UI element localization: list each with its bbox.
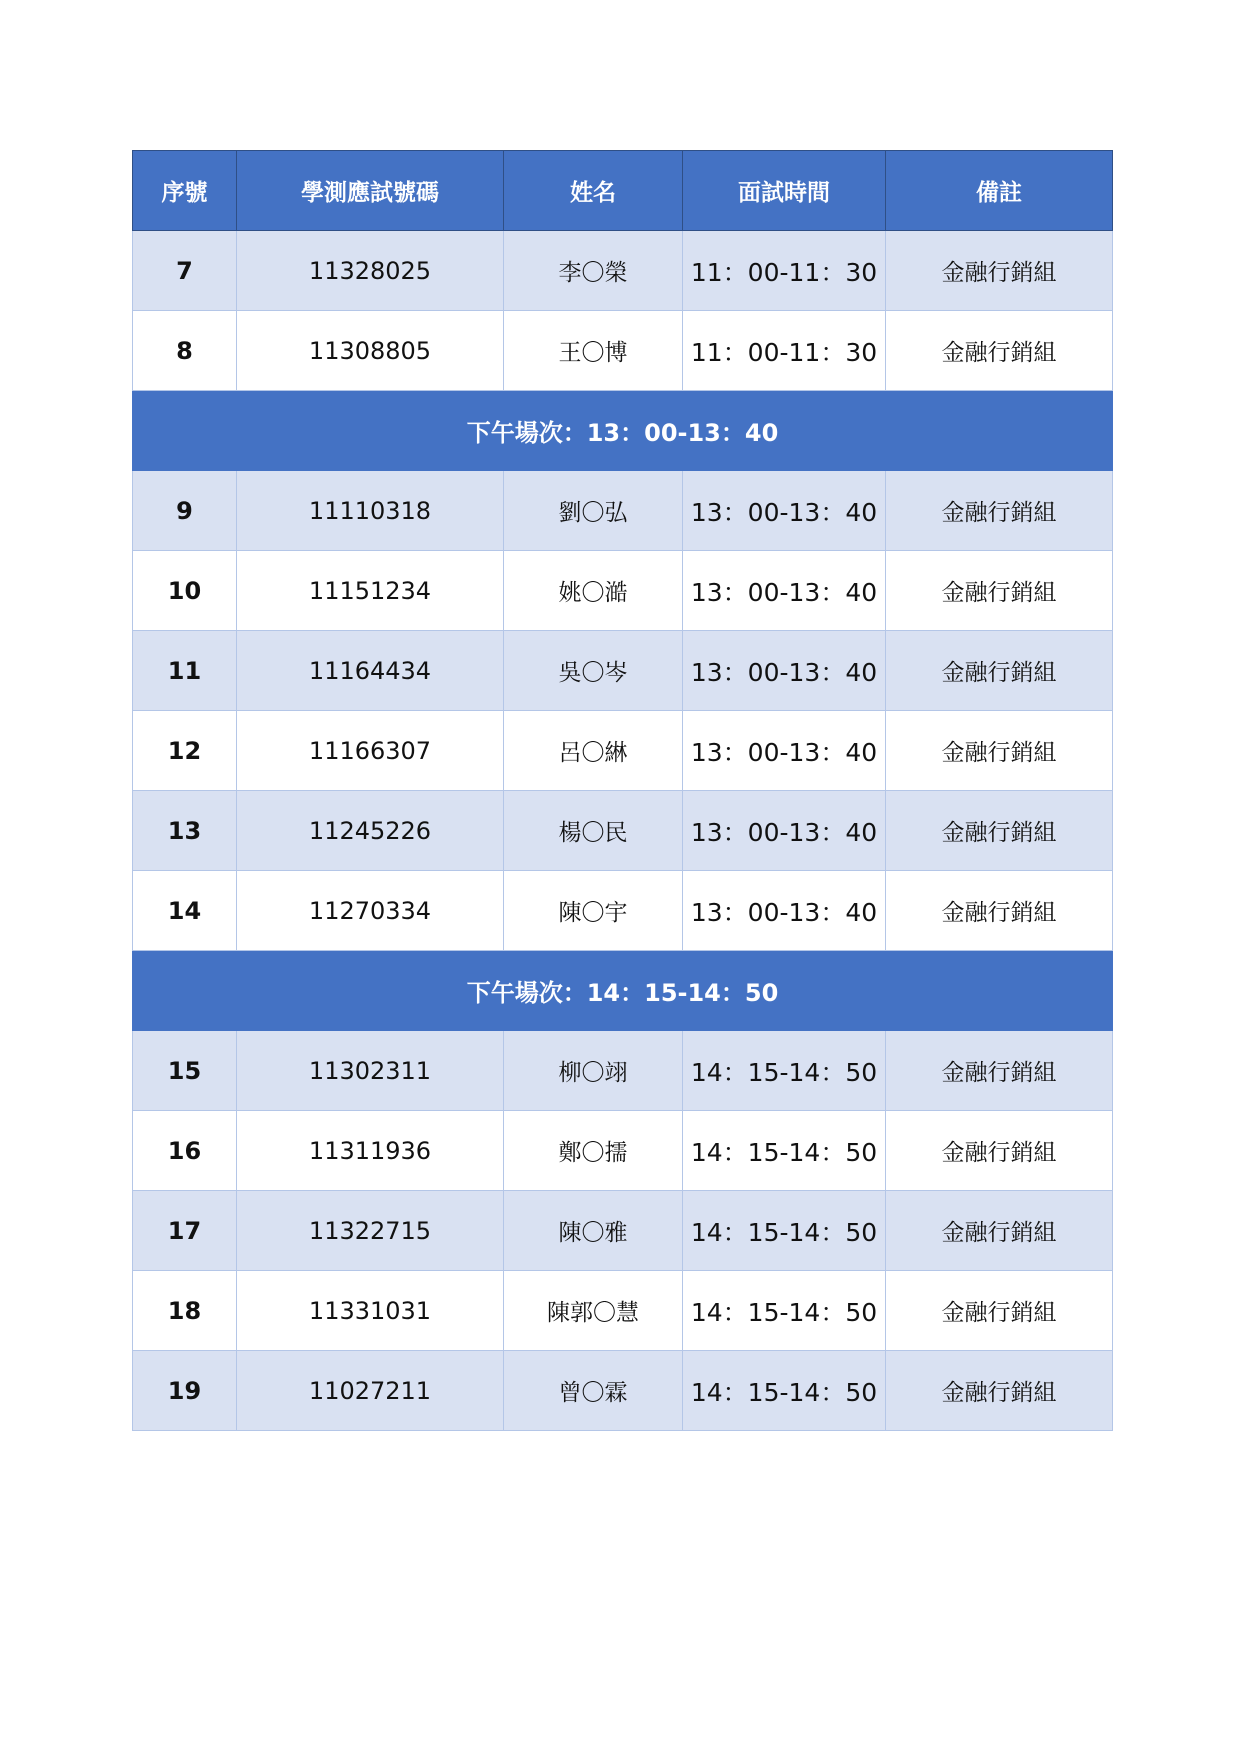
table-row xyxy=(133,1191,1113,1271)
remarks-cell: 金融行銷組 xyxy=(886,1191,1113,1271)
remarks-cell: 金融行銷組 xyxy=(886,551,1113,631)
name-cell: 姚〇澔 xyxy=(504,551,683,631)
exam-number-cell: 11331031 xyxy=(237,1271,504,1351)
interview-time-cell: 13：00-13：40 xyxy=(683,791,886,871)
serial-number-cell: 16 xyxy=(133,1111,237,1191)
serial-number-cell: 15 xyxy=(133,1031,237,1111)
header-serial-number: 序號 xyxy=(133,151,237,231)
name-cell: 呂〇綝 xyxy=(504,711,683,791)
exam-number-cell: 11311936 xyxy=(237,1111,504,1191)
exam-number-cell: 11245226 xyxy=(237,791,504,871)
name-cell: 劉〇弘 xyxy=(504,471,683,551)
table-row xyxy=(133,311,1113,391)
name-cell: 楊〇民 xyxy=(504,791,683,871)
serial-number-cell: 13 xyxy=(133,791,237,871)
remarks-cell: 金融行銷組 xyxy=(886,311,1113,391)
table-row xyxy=(133,871,1113,951)
session-label: 下午場次：14：15-14：50 xyxy=(133,951,1113,1031)
table-row xyxy=(133,1111,1113,1191)
remarks-cell: 金融行銷組 xyxy=(886,711,1113,791)
serial-number-cell: 14 xyxy=(133,871,237,951)
name-cell: 柳〇翊 xyxy=(504,1031,683,1111)
serial-number-cell: 8 xyxy=(133,311,237,391)
remarks-cell: 金融行銷組 xyxy=(886,871,1113,951)
interview-time-cell: 14：15-14：50 xyxy=(683,1191,886,1271)
remarks-cell: 金融行銷組 xyxy=(886,1351,1113,1431)
table-row xyxy=(133,711,1113,791)
session-label: 下午場次：13：00-13：40 xyxy=(133,391,1113,471)
interview-time-cell: 13：00-13：40 xyxy=(683,471,886,551)
exam-number-cell: 11328025 xyxy=(237,231,504,311)
interview-time-cell: 13：00-13：40 xyxy=(683,551,886,631)
table-row xyxy=(133,551,1113,631)
header-exam-number: 學測應試號碼 xyxy=(237,151,504,231)
serial-number-cell: 9 xyxy=(133,471,237,551)
exam-number-cell: 11308805 xyxy=(237,311,504,391)
exam-number-cell: 11270334 xyxy=(237,871,504,951)
table-row xyxy=(133,1351,1113,1431)
name-cell: 陳〇宇 xyxy=(504,871,683,951)
session-header-row xyxy=(133,951,1113,1031)
interview-time-cell: 11：00-11：30 xyxy=(683,231,886,311)
interview-time-cell: 14：15-14：50 xyxy=(683,1271,886,1351)
exam-number-cell: 11166307 xyxy=(237,711,504,791)
serial-number-cell: 17 xyxy=(133,1191,237,1271)
session-header-row xyxy=(133,391,1113,471)
serial-number-cell: 11 xyxy=(133,631,237,711)
serial-number-cell: 19 xyxy=(133,1351,237,1431)
interview-time-cell: 13：00-13：40 xyxy=(683,871,886,951)
interview-time-cell: 13：00-13：40 xyxy=(683,631,886,711)
serial-number-cell: 10 xyxy=(133,551,237,631)
name-cell: 李〇榮 xyxy=(504,231,683,311)
table-header xyxy=(133,151,1113,231)
name-cell: 陳郭〇慧 xyxy=(504,1271,683,1351)
exam-number-cell: 11302311 xyxy=(237,1031,504,1111)
interview-time-cell: 11：00-11：30 xyxy=(683,311,886,391)
remarks-cell: 金融行銷組 xyxy=(886,1111,1113,1191)
serial-number-cell: 7 xyxy=(133,231,237,311)
exam-number-cell: 11027211 xyxy=(237,1351,504,1431)
exam-number-cell: 11151234 xyxy=(237,551,504,631)
header-row xyxy=(133,151,1113,231)
remarks-cell: 金融行銷組 xyxy=(886,631,1113,711)
exam-number-cell: 11322715 xyxy=(237,1191,504,1271)
header-interview-time: 面試時間 xyxy=(683,151,886,231)
table-body xyxy=(133,231,1113,1431)
remarks-cell: 金融行銷組 xyxy=(886,1271,1113,1351)
table-row xyxy=(133,791,1113,871)
interview-schedule-table xyxy=(132,150,1113,1431)
name-cell: 鄭〇擩 xyxy=(504,1111,683,1191)
remarks-cell: 金融行銷組 xyxy=(886,231,1113,311)
header-remarks: 備註 xyxy=(886,151,1113,231)
exam-number-cell: 11164434 xyxy=(237,631,504,711)
table-row xyxy=(133,1031,1113,1111)
remarks-cell: 金融行銷組 xyxy=(886,1031,1113,1111)
name-cell: 王〇博 xyxy=(504,311,683,391)
serial-number-cell: 18 xyxy=(133,1271,237,1351)
table-row xyxy=(133,471,1113,551)
interview-time-cell: 14：15-14：50 xyxy=(683,1111,886,1191)
name-cell: 曾〇霖 xyxy=(504,1351,683,1431)
interview-time-cell: 14：15-14：50 xyxy=(683,1351,886,1431)
header-name: 姓名 xyxy=(504,151,683,231)
name-cell: 陳〇雅 xyxy=(504,1191,683,1271)
remarks-cell: 金融行銷組 xyxy=(886,471,1113,551)
serial-number-cell: 12 xyxy=(133,711,237,791)
remarks-cell: 金融行銷組 xyxy=(886,791,1113,871)
name-cell: 吳〇岑 xyxy=(504,631,683,711)
table-row xyxy=(133,631,1113,711)
table-row xyxy=(133,231,1113,311)
interview-time-cell: 14：15-14：50 xyxy=(683,1031,886,1111)
interview-time-cell: 13：00-13：40 xyxy=(683,711,886,791)
table-row xyxy=(133,1271,1113,1351)
exam-number-cell: 11110318 xyxy=(237,471,504,551)
